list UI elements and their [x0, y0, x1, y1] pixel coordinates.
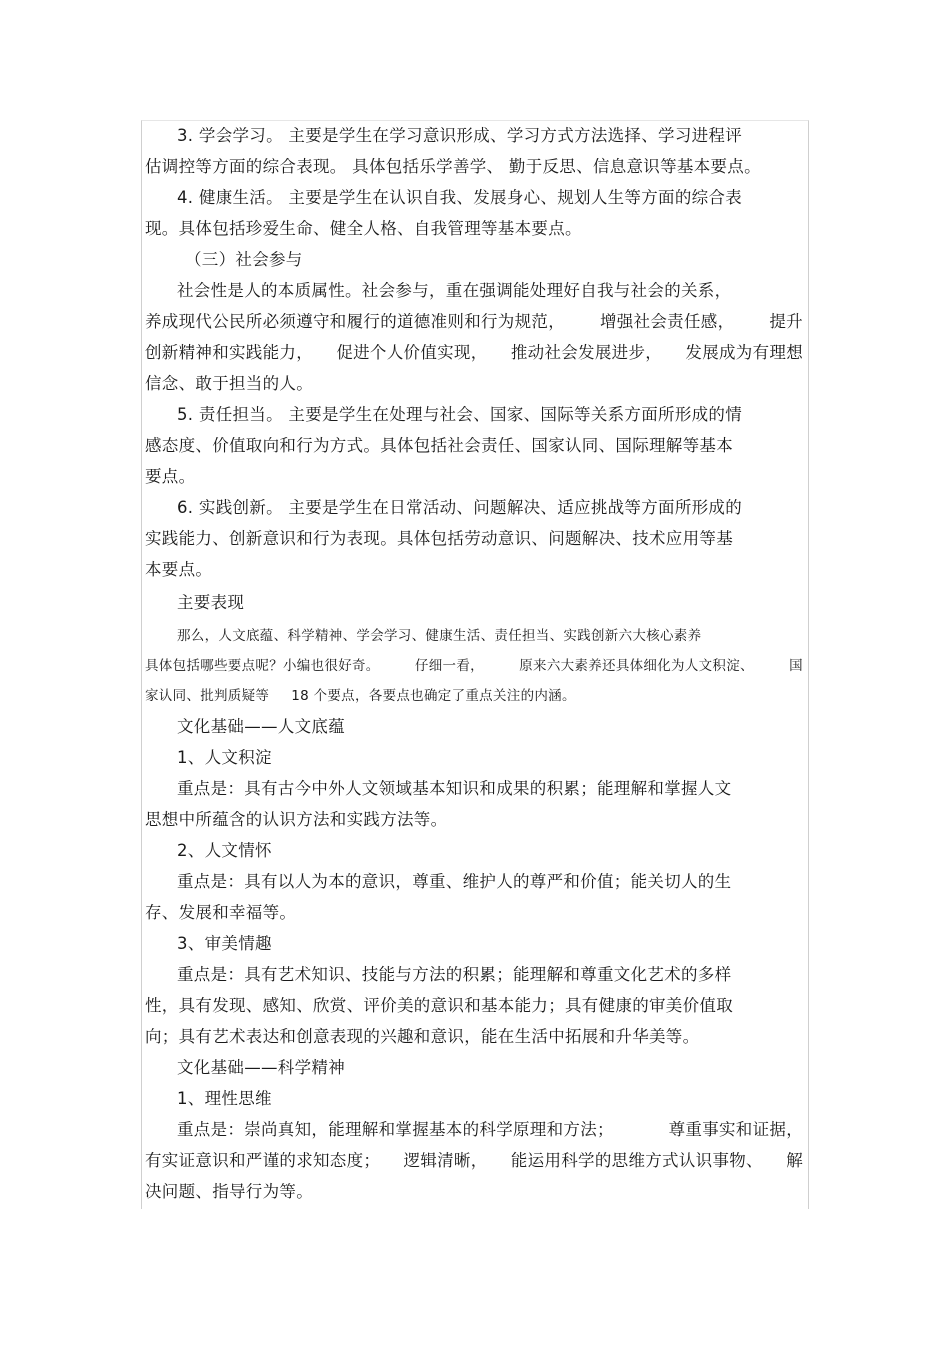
- paragraph-social-line-1: 社会性是人的本质属性。社会参与，重在强调能处理好自我与社会的关系，: [177, 281, 732, 300]
- paragraph-rational-line-3: 决问题、指导行为等。: [145, 1182, 313, 1201]
- paragraph-aesthetic-line-2: 性，具有发现、感知、欣赏、评价美的意识和基本能力；具有健康的审美价值取: [145, 996, 733, 1015]
- text-segment: 促进个人价值实现，: [336, 343, 488, 362]
- paragraph-intro-line-2: [145, 656, 803, 676]
- text-segment: 尊重事实和证据，: [668, 1120, 803, 1139]
- paragraph-health-line-2: 现。具体包括珍爱生命、健全人格、自我管理等基本要点。: [145, 219, 582, 238]
- paragraph-innovation-line-1: 6. 实践创新。 主要是学生在日常活动、问题解决、适应挑战等方面所形成的: [177, 498, 743, 517]
- paragraph-aesthetic-line-1: 重点是：具有艺术知识、技能与方法的积累；能理解和尊重文化艺术的多样: [177, 965, 732, 984]
- subheading-aesthetic: 3、审美情趣: [177, 934, 272, 953]
- text-segment: 家认同、批判质疑等: [145, 688, 270, 704]
- paragraph-learning-line-2: 估调控等方面的综合表现。 具体包括乐学善学、 勤于反思、信息意识等基本要点。: [145, 157, 761, 176]
- paragraph-social-line-3: [145, 343, 803, 363]
- text-segment: 逻辑清晰，: [403, 1151, 488, 1170]
- paragraph-social-line-2: [145, 312, 803, 332]
- paragraph-feeling-line-2: 存、发展和幸福等。: [145, 903, 297, 922]
- heading-humanities: 文化基础——人文底蕴: [177, 717, 345, 736]
- subheading-humanities-accumulation: 1、人文积淀: [177, 748, 272, 767]
- text-segment: 增强社会责任感，: [599, 312, 735, 331]
- heading-main-performance: 主要表现: [177, 593, 245, 612]
- paragraph-learning-line-1: 3. 学会学习。 主要是学生在学习意识形成、学习方式方法选择、学习进程评: [177, 126, 743, 145]
- text-segment: 国: [789, 658, 803, 674]
- text-segment: 养成现代公民所必须遵守和履行的道德准则和行为规范，: [145, 312, 565, 331]
- section-heading-social: （三）社会参与: [185, 250, 303, 269]
- subheading-humanistic-feeling: 2、人文情怀: [177, 841, 272, 860]
- paragraph-social-line-4: 信念、敢于担当的人。: [145, 374, 313, 393]
- text-segment: 具体包括哪些要点呢？小编也很好奇。: [145, 658, 380, 674]
- paragraph-responsibility-line-3: 要点。: [145, 467, 196, 486]
- text-segment: 创新精神和实践能力，: [145, 343, 313, 362]
- paragraph-accumulation-line-1: 重点是：具有古今中外人文领域基本知识和成果的积累；能理解和掌握人文: [177, 779, 732, 798]
- paragraph-feeling-line-1: 重点是：具有以人为本的意识，尊重、维护人的尊严和价值；能关切人的生: [177, 872, 732, 891]
- paragraph-rational-line-2: [145, 1151, 803, 1171]
- paragraph-intro-line-1: 那么，人文底蕴、科学精神、学会学习、健康生活、责任担当、实践创新六大核心素养: [177, 628, 702, 644]
- paragraph-rational-line-1: [177, 1120, 803, 1140]
- paragraph-aesthetic-line-3: 向；具有艺术表达和创意表现的兴趣和意识，能在生活中拓展和升华美等。: [145, 1027, 700, 1046]
- heading-science: 文化基础——科学精神: [177, 1058, 345, 1077]
- paragraph-health-line-1: 4. 健康生活。 主要是学生在认识自我、发展身心、规划人生等方面的综合表: [177, 188, 743, 207]
- subheading-rational-thinking: 1、理性思维: [177, 1089, 272, 1108]
- text-segment: 解: [786, 1151, 803, 1170]
- text-segment: 发展成为有理想: [685, 343, 803, 362]
- text-segment: 仔细一看，: [414, 658, 484, 674]
- paragraph-innovation-line-3: 本要点。: [145, 560, 213, 579]
- text-segment: 提升: [769, 312, 803, 331]
- text-segment: 重点是：崇尚真知，能理解和掌握基本的科学原理和方法；: [177, 1120, 614, 1139]
- text-segment: 18 个要点，各要点也确定了重点关注的内涵。: [291, 688, 576, 704]
- paragraph-responsibility-line-2: 感态度、价值取向和行为方式。具体包括社会责任、国家认同、国际理解等基本: [145, 436, 733, 455]
- text-segment: 原来六大素养还具体细化为人文积淀、: [519, 658, 754, 674]
- paragraph-accumulation-line-2: 思想中所蕴含的认识方法和实践方法等。: [145, 810, 448, 829]
- paragraph-intro-line-3: [145, 686, 576, 706]
- text-segment: 有实证意识和严谨的求知态度；: [145, 1151, 381, 1170]
- paragraph-responsibility-line-1: 5. 责任担当。 主要是学生在处理与社会、国家、国际等关系方面所形成的情: [177, 405, 743, 424]
- text-segment: 推动社会发展进步，: [510, 343, 663, 362]
- text-segment: 能运用科学的思维方式认识事物、: [510, 1151, 763, 1170]
- paragraph-innovation-line-2: 实践能力、创新意识和行为表现。具体包括劳动意识、问题解决、技术应用等基: [145, 529, 733, 548]
